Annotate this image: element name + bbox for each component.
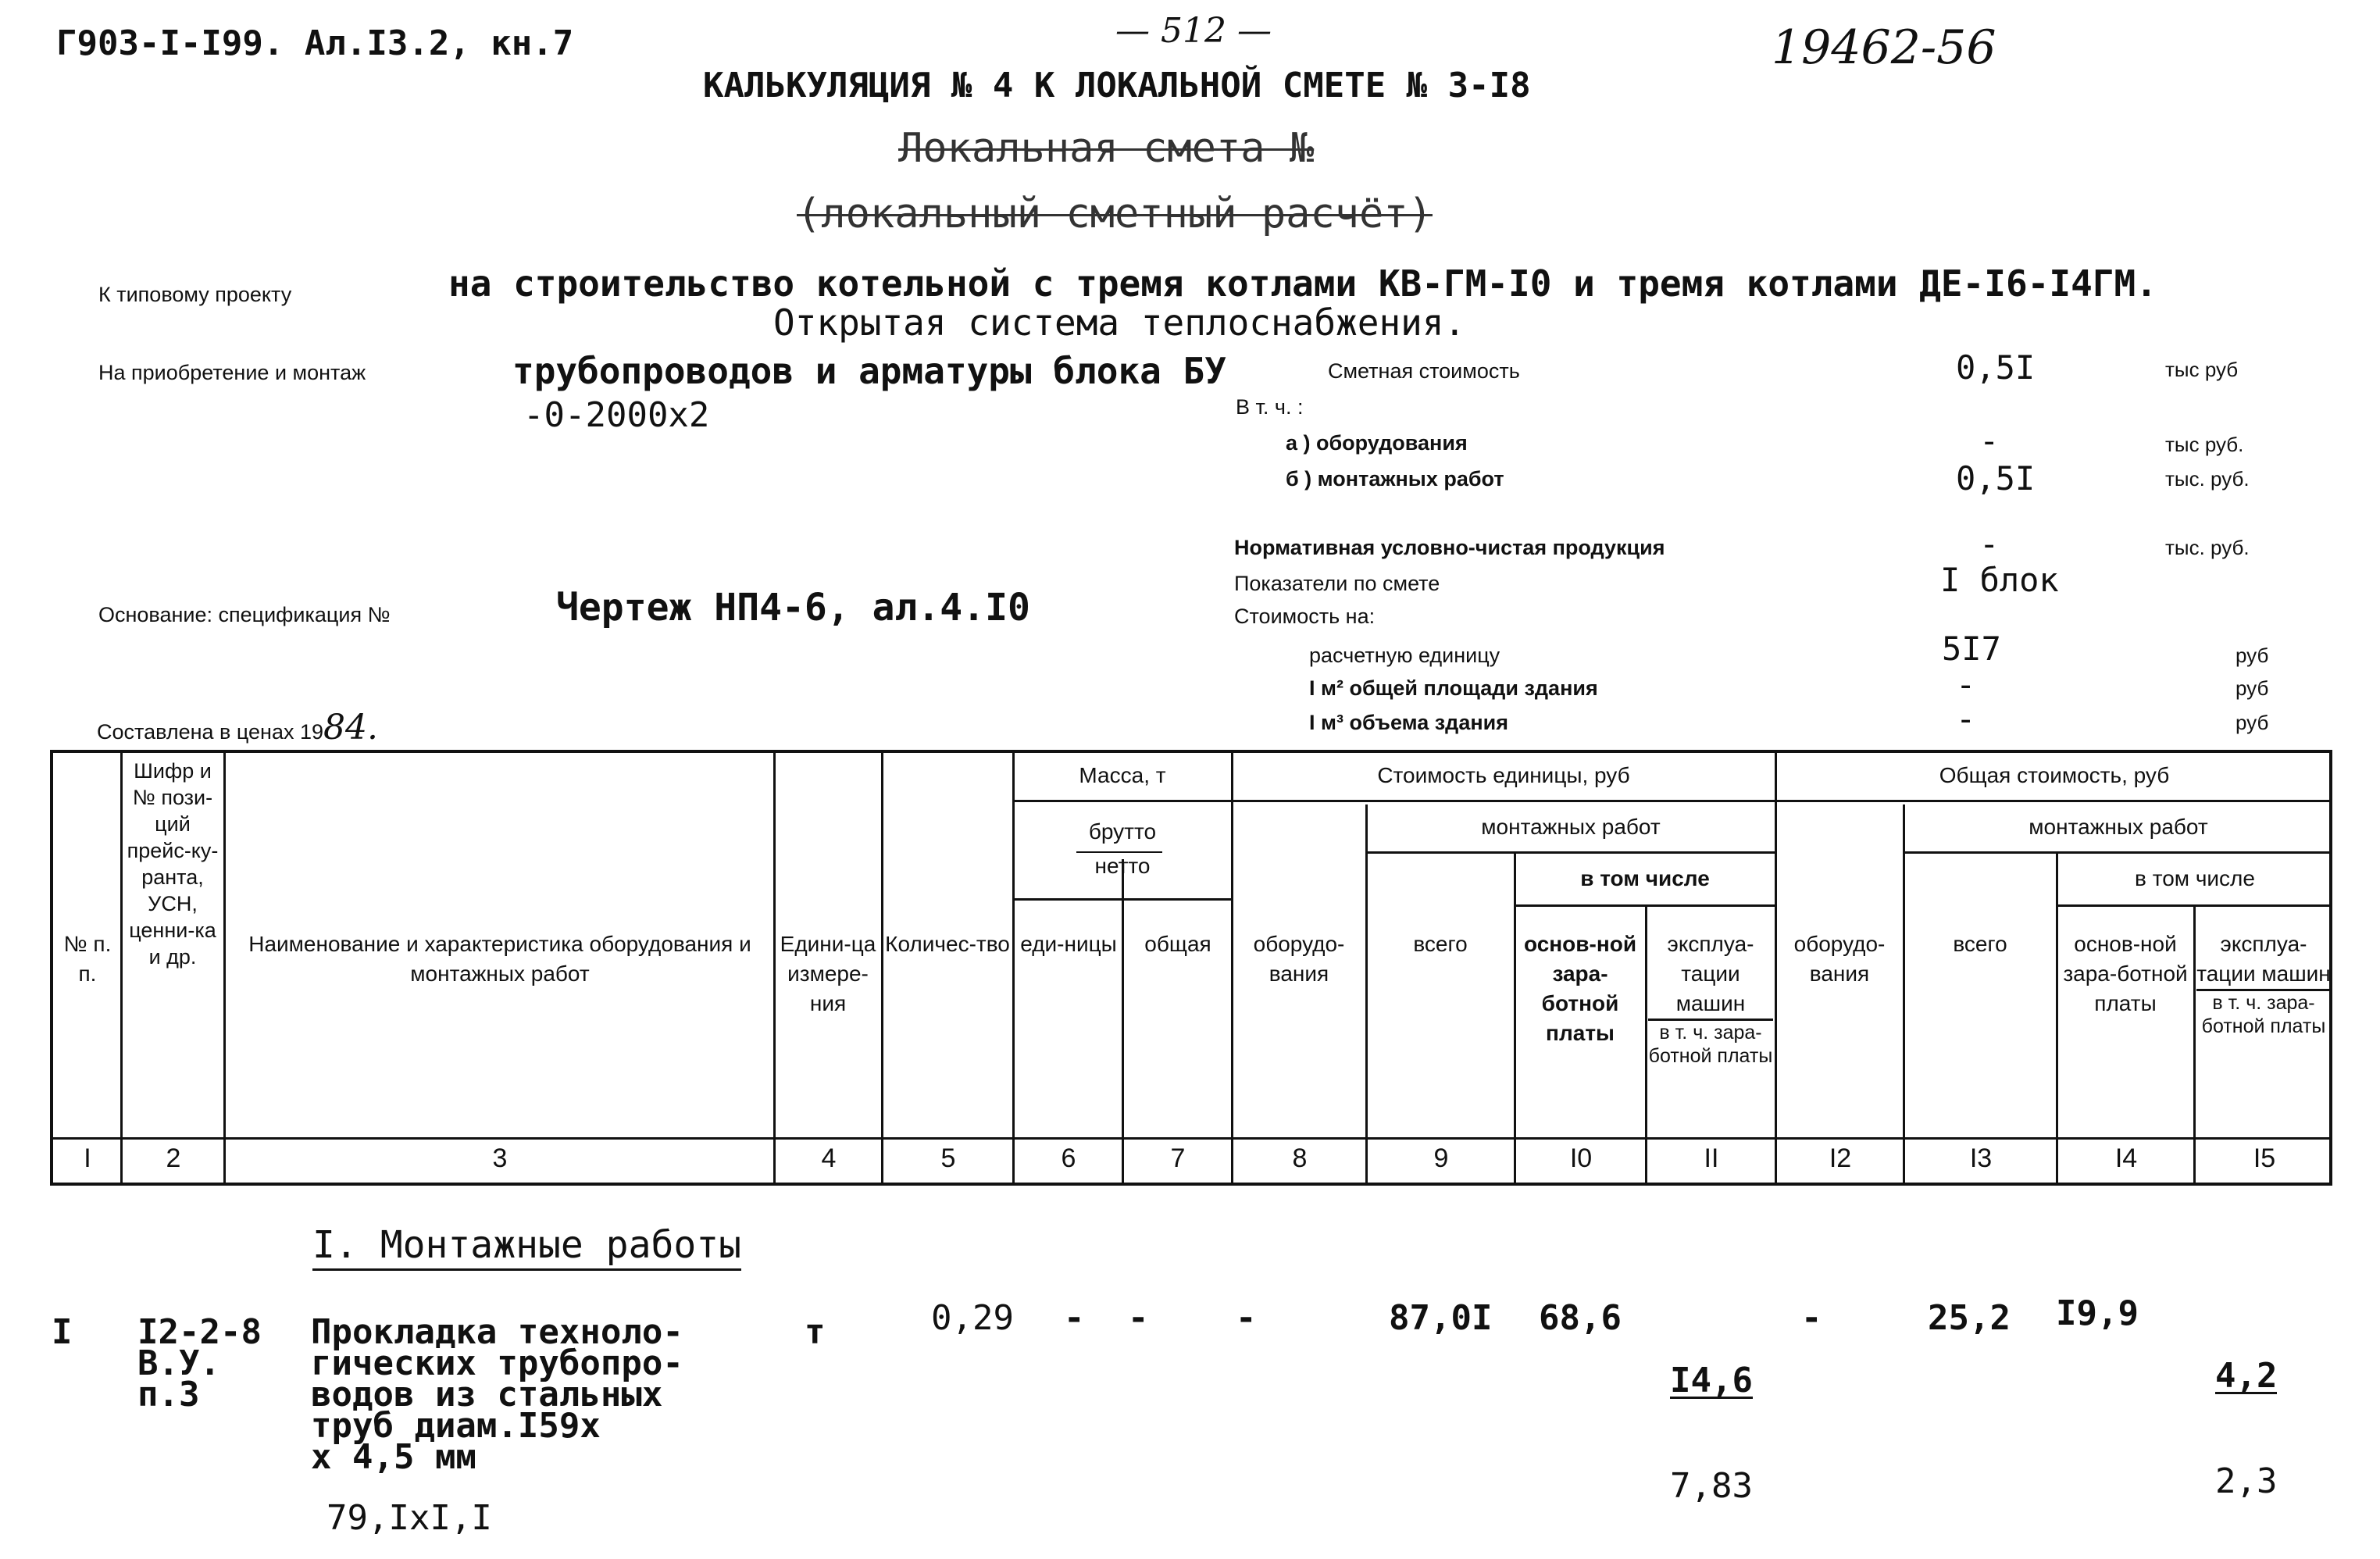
- col-divider: [1365, 804, 1368, 1186]
- struck-title-2: (локальный сметный расчёт): [797, 191, 1433, 237]
- project-value-line2: Открытая система теплоснабжения.: [773, 301, 1466, 344]
- row-code: I2-2-8 В.У. п.3: [137, 1312, 262, 1415]
- row-machines-sub: 7,83: [1670, 1466, 1753, 1506]
- area-unit: руб: [2235, 676, 2269, 700]
- header-line: [1365, 851, 1775, 854]
- row-mass-unit: -: [1064, 1298, 1085, 1338]
- col-number: 3: [492, 1143, 508, 1173]
- header-line: [1514, 904, 1775, 907]
- header-uc-total: всего: [1413, 932, 1468, 956]
- header-total-cost: Общая стоимость, руб: [1939, 763, 2170, 787]
- col-divider: [881, 750, 883, 1186]
- header-tc-basic: основ-ной зара-ботной платы: [2063, 932, 2188, 1015]
- col-divider: [1012, 750, 1015, 1186]
- header-uc-basic: основ-ной зара-ботной платы: [1523, 932, 1637, 1045]
- unit-cost-value: 5I7: [1942, 630, 2001, 668]
- project-value-line1: на строительство котельной с тремя котлами КВ-ГМ-I0 и тремя котлами ДЕ-I6-I4ГМ.: [448, 262, 2157, 305]
- unit-cost-unit: руб: [2235, 644, 2269, 667]
- row-t-machines-value: 4,2: [2215, 1356, 2278, 1396]
- row-t-basic: I9,9: [2056, 1293, 2139, 1333]
- col-divider: [1903, 804, 1905, 1186]
- header-tc-machines-text: эксплуа-тации машин: [2196, 929, 2331, 991]
- estimated-cost-label: Сметная стоимость: [1328, 359, 1520, 383]
- col-number: I: [84, 1143, 91, 1173]
- col-number: II: [1704, 1143, 1719, 1173]
- header-no: № п. п.: [63, 932, 112, 986]
- header-tc-machines-sub: в т. ч. зара-ботной платы: [2201, 992, 2326, 1037]
- col-number: 6: [1061, 1143, 1076, 1173]
- install-label: б ) монтажных работ: [1286, 467, 1504, 491]
- header-brutto: брутто: [1088, 819, 1157, 844]
- header-tc-equipment: оборудо-вания: [1793, 932, 1886, 986]
- header-line: [2056, 904, 2332, 907]
- col-divider: [223, 750, 226, 1186]
- install-unit: тыс. руб.: [2165, 467, 2250, 491]
- col-divider: [120, 750, 123, 1186]
- area-value: -: [1956, 665, 1976, 704]
- row-no: I: [52, 1312, 73, 1352]
- col-divider: [1514, 853, 1516, 1186]
- header-line: [1903, 851, 2332, 854]
- header-name: Наименование и характеристика оборудования и монтажных работ: [248, 932, 751, 986]
- col-number: 8: [1292, 1143, 1308, 1173]
- header-netto: нетто: [1094, 854, 1151, 878]
- row-basic: 68,6: [1539, 1298, 1622, 1338]
- col-number: I4: [2114, 1143, 2138, 1173]
- col-number: I2: [1829, 1143, 1852, 1173]
- header-tc-total: всего: [1953, 932, 2007, 956]
- col-divider: [773, 750, 776, 1186]
- header-tc-machines: [2196, 929, 2331, 1038]
- row-t-equipment: -: [1801, 1298, 1822, 1338]
- numbers-line: [50, 1137, 2332, 1140]
- col-number: 7: [1170, 1143, 1186, 1173]
- header-mass: Масса, т: [1079, 763, 1166, 787]
- row-name: Прокладка техноло- гических трубопро- водов из стальных труб диам.I59х х 4,5 мм: [311, 1312, 683, 1477]
- prices-label-text: Составлена в ценах 19: [97, 720, 323, 744]
- equipment-label: а ) оборудования: [1286, 431, 1468, 455]
- col-number: I0: [1569, 1143, 1593, 1173]
- equipment-unit: тыс руб.: [2165, 433, 2244, 456]
- header-mass-unit: еди-ницы: [1020, 932, 1117, 956]
- col-divider: [1231, 750, 1233, 1186]
- header-qty: Количес-тво: [885, 932, 1010, 956]
- purchase-label: На приобретение и монтаж: [98, 361, 366, 384]
- volume-unit: руб: [2235, 711, 2269, 734]
- row-machines: [1670, 1303, 1753, 1533]
- header-unit: Едини-ца измере-ния: [780, 932, 876, 1015]
- unit-cost-label: расчетную единицу: [1309, 644, 1500, 667]
- prices-year: 84.: [323, 708, 378, 747]
- col-number: 9: [1433, 1143, 1449, 1173]
- header-uc-incl: в том числе: [1580, 866, 1710, 890]
- purchase-value-line2: -0-2000х2: [523, 395, 710, 435]
- header-line: [1012, 898, 1231, 901]
- row-total: 87,0I: [1389, 1298, 1493, 1338]
- header-line: [1012, 800, 2332, 802]
- area-label: I м² общей площади здания: [1309, 676, 1598, 700]
- header-code: Шифр и № пози-ций прейс-ку-ранта, УСН, ценни-ка и др.: [127, 759, 219, 969]
- incl-label: В т. ч. :: [1236, 395, 1304, 419]
- col-divider: [2193, 906, 2196, 1186]
- col-number: 2: [166, 1143, 181, 1173]
- row-t-machines: [2215, 1298, 2277, 1529]
- row-unit: т: [805, 1312, 826, 1352]
- archive-number: 19462-56: [1772, 20, 1996, 75]
- col-number: I3: [1969, 1143, 1993, 1173]
- normative-label: Нормативная условно-чистая продукция: [1234, 536, 1665, 559]
- row-formula: 79,IxI,I: [326, 1498, 492, 1538]
- install-value: 0,5I: [1956, 459, 2036, 498]
- row-mass-total: -: [1128, 1298, 1149, 1338]
- doc-reference: Г903-I-I99. Ал.I3.2, кн.7: [56, 23, 574, 63]
- volume-label: I м³ объема здания: [1309, 711, 1508, 734]
- row-t-machines-sub: 2,3: [2215, 1461, 2278, 1501]
- section-title: I. Монтажные работы: [312, 1223, 741, 1271]
- header-uc-machines-sub: в т. ч. зара-ботной платы: [1648, 1022, 1773, 1067]
- header-uc-install: монтажных работ: [1481, 815, 1661, 839]
- estimated-cost-value: 0,5I: [1956, 348, 2036, 387]
- header-tc-install: монтажных работ: [2029, 815, 2208, 839]
- header-tc-incl: в том числе: [2135, 866, 2255, 890]
- indicators-value: I блок: [1940, 561, 2059, 599]
- cost-on-label: Стоимость на:: [1234, 605, 1376, 628]
- prices-label: [97, 708, 378, 747]
- indicators-label: Показатели по смете: [1234, 572, 1440, 595]
- header-unit-cost: Стоимость единицы, руб: [1377, 763, 1630, 787]
- col-number: 5: [940, 1143, 956, 1173]
- row-t-total: 25,2: [1928, 1298, 2011, 1338]
- normative-unit: тыс. руб.: [2165, 536, 2250, 559]
- struck-title-1: Локальная смета №: [898, 125, 1315, 172]
- col-divider: [2056, 853, 2058, 1186]
- row-machines-value: I4,6: [1670, 1361, 1753, 1400]
- row-equipment: -: [1236, 1298, 1257, 1338]
- header-uc-machines: [1648, 929, 1773, 1068]
- page-number: — 512 —: [1115, 11, 1272, 51]
- col-divider: [1775, 750, 1777, 1186]
- header-mass-total: общая: [1144, 932, 1211, 956]
- row-qty: 0,29: [931, 1298, 1014, 1338]
- project-label: К типовому проекту: [98, 283, 292, 306]
- basis-label: Основание: спецификация №: [98, 603, 391, 626]
- volume-value: -: [1956, 700, 1976, 738]
- normative-value: -: [1979, 525, 2000, 563]
- basis-value: Чертеж НП4-6, ал.4.I0: [556, 586, 1030, 630]
- purchase-value-line1: трубопроводов и арматуры блока БУ: [512, 350, 1226, 392]
- col-divider: [1645, 906, 1647, 1186]
- header-uc-machines-text: эксплуа-тации машин: [1648, 929, 1773, 1021]
- col-number: 4: [821, 1143, 837, 1173]
- equipment-value: -: [1979, 422, 2000, 460]
- header-uc-equipment: оборудо-вания: [1253, 932, 1345, 986]
- estimated-cost-unit: тыс руб: [2165, 358, 2239, 381]
- col-number: I5: [2253, 1143, 2276, 1173]
- document-title: КАЛЬКУЛЯЦИЯ № 4 К ЛОКАЛЬНОЙ СМЕТЕ № 3-I8: [703, 66, 1531, 105]
